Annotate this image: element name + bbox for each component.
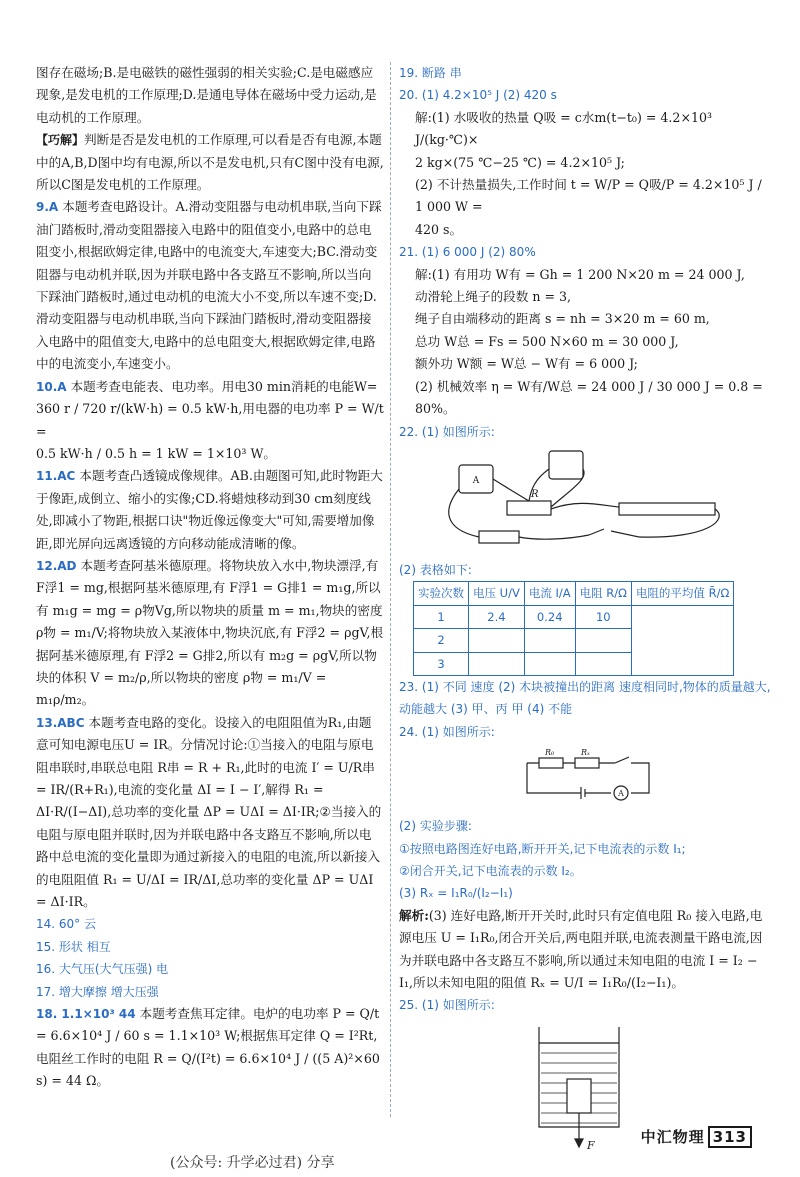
answer-22-part1: 22. (1) 如图所示: [399, 424, 495, 439]
answer-15: 15. 形状 相互 [36, 939, 111, 954]
answer-16: 16. 大气压(大气压强) 电 [36, 962, 169, 977]
answer-21-line: 动滑轮上绳子的段数 n = 3, [415, 289, 572, 305]
answer-10-eq1: 360 r / 720 r/(kW·h) = 0.5 kW·h,用电器的电功率 P = W/t = [36, 401, 384, 439]
answer-11 [36, 465, 384, 555]
table-cell [575, 629, 631, 652]
answer-13-label: 13.ABC [36, 715, 85, 730]
answer-11-label: 11.AC [36, 469, 76, 484]
table-row [414, 605, 734, 628]
answer-14: 14. 60° 云 [36, 917, 96, 932]
tip-label: 【巧解】 [36, 133, 85, 148]
answer-9-text: 本题考查电路设计。A.滑动变阻器与电动机串联,当向下踩油门踏板时,滑动变阻器接入电路中的阻值变小,电路中的总电阻变小,根据欧姆定律,电路中的电流变大,车速变大;BC.滑动变阻器与电动机并联,因为并联电路中各支路互不影响,所以当向下踩油门踏板时,通过电动机的电流大小不变,所以车速不变;D.滑动变阻器与电动机串联,当向下踩油门踏板时,滑动变阻器接入电路中的阻值变大,电路中的总电阻变大,根据欧姆定律,电路中的电流变小,车速变小。 [36, 199, 382, 372]
paragraph: 图存在磁场;B.是电磁铁的磁性强弱的相关实验;C.是电磁感应现象,是发电机的工作原理;D.是通电导体在磁场中受力运动,是电动机的工作原理。 [36, 65, 377, 125]
resistor-shape [507, 501, 551, 515]
answer-10-label: 10.A [36, 379, 67, 394]
battery-symbol [581, 787, 585, 799]
table-cell [469, 652, 525, 675]
answer-10-text: 本题考查电能表、电功率。用电30 min消耗的电能W= [70, 378, 378, 394]
table-header: 实验次数 [414, 582, 469, 605]
table-cell-average [631, 605, 733, 675]
answer-21-line: 绳子自由端移动的距离 s = nh = 3×20 m = 60 m, [415, 311, 710, 327]
answer-18 [36, 1003, 384, 1093]
answer-21-line: 解:(1) 有用功 W有 = Gh = 1 200 N×20 m = 24 000 J, [415, 266, 745, 282]
resistor-rx-shape [575, 758, 599, 768]
r0-label: R₀ [545, 749, 555, 758]
explanation-text: (3) 连好电路,断开开关时,此时只有定值电阻 R₀ 接入电路,电源电压 U = I₁R₀,闭合开关后,两电阻并联,电流表测量干路电流,因为并联电路中各支路互不影响,所以通过未知电阻的电流 I = I₂ − I₁,所以未知电阻的阻值 Rₓ = U/I = I₁R₀/(I₂−I₁)。 [399, 907, 763, 990]
ammeter-label: A [618, 789, 624, 799]
answer-21-line: 额外功 W额 = W总 − W有 = 6 000 J; [415, 356, 638, 372]
answer-21-line: (2) 机械效率 η = W有/W总 = 24 000 J / 30 000 J = 0.8 = 80%。 [415, 378, 763, 417]
answer-20-line: 2 kg×(75 ℃−25 ℃) = 4.2×10⁵ J; [415, 154, 625, 170]
answer-10-eq2: 0.5 kW·h / 0.5 h = 1 kW = 1×10³ W。 [36, 445, 277, 461]
answer-12 [36, 555, 384, 712]
rx-label: Rₓ [581, 749, 590, 758]
answer-24-explanation [399, 905, 771, 995]
answer-24-step: ①按照电路图连好电路,断开开关,记下电流表的示数 I₁; [399, 841, 686, 856]
tip-paragraph [36, 129, 384, 196]
answer-22-part2: (2) 表格如下: [399, 562, 472, 577]
table-header-row [414, 582, 734, 605]
answer-25-part1: 25. (1) 如图所示: [399, 998, 495, 1013]
answer-20-line: 解:(1) 水吸收的热量 Q吸 = c水m(t−t₀) = 4.2×10³ J/(kg·℃)× [415, 109, 713, 148]
table-header: 电阻的平均值 R̄/Ω [631, 582, 733, 605]
answer-17: 17. 增大摩擦 增大压强 [36, 984, 159, 999]
apparatus-figure [399, 449, 771, 553]
answer-9-label: 9.A [36, 200, 59, 215]
table-header: 电阻 R/Ω [575, 582, 631, 605]
resistor-label: R [531, 488, 539, 500]
answer-24-part1: 24. (1) 如图所示: [399, 724, 495, 739]
ammeter-label: A [472, 475, 480, 486]
circuit-svg [519, 749, 659, 809]
footer-brand [641, 1126, 752, 1147]
page-number: 313 [708, 1126, 752, 1148]
answer-12-label: 12.AD [36, 558, 77, 573]
brand-name: 中汇物理 [640, 1128, 705, 1146]
table-cell [524, 629, 575, 652]
buoyancy-svg [529, 1023, 649, 1153]
answer-18-text: 本题考查焦耳定律。电炉的电功率 P = Q/t = 6.6×10⁴ J / 60 s = 1.1×10³ W;根据焦耳定律 Q = I²Rt,电阻丝工作时的电阻 R = Q/(I²t) = 6.6×10⁴ J / ((5 A)²×60 s) = 44 Ω。 [36, 1006, 380, 1089]
answer-20-line: 420 s。 [415, 221, 463, 237]
force-arrow-head [575, 1139, 583, 1147]
answer-18-label: 18. 1.1×10³ 44 [36, 1007, 136, 1022]
footer-note: (公众号: 升学必过君) 分享 [170, 1155, 335, 1171]
answer-20-line: (2) 不计热量损失,工作时间 t = W/P = Q吸/P = 4.2×10⁵ J / 1 000 W = [415, 177, 762, 215]
tip-text: 判断是否是发电机的工作原理,可以看是否有电源,本题中的A,B,D图中均有电源,所以不是发电机,只有C图中没有电源,所以C图是发电机的工作原理。 [36, 132, 384, 193]
answer-13-text: 本题考查电路的变化。设接入的电阻阻值为R₁,由题意可知电源电压U = IR。分情况讨论:①当接入的电阻与原电阻串联时,串联总电阻 R串 = R + R₁,此时的电流 I′ = U/R串 = IR/(R+R₁),电流的变化量 ΔI = I − I′,解得 R₁ = ΔI·R/(I−ΔI),总功率的变化量 ΔP = UΔI = ΔI·IR;②当接入的电阻与原电阻并联时,因为并联电路中各支路互不影响,所以电路中总电流的变化量即为通过新接入的电阻的电流,所以新接入的电阻阻值 R₁ = U/ΔI = IR/ΔI,总功率的变化量 ΔP = UΔI = ΔI·IR。 [36, 714, 382, 910]
apparatus-svg [439, 449, 739, 553]
table-cell: 1 [414, 605, 469, 628]
answer-9 [36, 196, 384, 375]
right-column [399, 62, 771, 1159]
answer-12-text: 本题考查阿基米德原理。将物块放入水中,物块漂浮,有 F浮1 = mg,根据阿基米德原理,有 F浮1 = G排1 = m₁g,所以有 m₁g = mg = ρ物Vg,所以物块的质量 m = m₁,物块的密度 ρ物 = m₁/V;将物块放入某液体中,物块沉底,有 F浮2 = ρgV,根据阿基米德原理,有 F浮2 = G排2,所以有 m₂g = ρgV,所以物块的体积 V = m₂/ρ,所以物块的密度 ρ物 = m₁/V = m₁ρ/m₂。 [36, 557, 384, 708]
answer-21-line: 总功 W总 = Fs = 500 N×60 m = 30 000 J, [415, 333, 679, 349]
left-column [36, 62, 384, 1093]
circuit-diagram [399, 749, 771, 809]
answer-21-summary: 21. (1) 6 000 J (2) 80% [399, 245, 536, 260]
battery-shape [479, 531, 519, 543]
explanation-label: 解析: [399, 907, 429, 923]
rheostat-shape [619, 503, 715, 515]
table-cell [469, 629, 525, 652]
table-header: 电流 I/A [524, 582, 575, 605]
switch-shape [615, 757, 629, 763]
answer-23: 23. (1) 不同 速度 (2) 木块被撞出的距离 速度相同时,物体的质量越大,动能越大 (3) 甲、丙 甲 (4) 不能 [399, 679, 771, 717]
table-cell: 0.24 [524, 605, 575, 628]
answer-24-step: ②闭合开关,记下电流表的示数 I₂。 [399, 863, 582, 878]
table-cell: 3 [414, 652, 469, 675]
force-label: F [587, 1138, 595, 1152]
column-divider [390, 62, 391, 1117]
block-shape [567, 1079, 591, 1113]
answer-19: 19. 断路 串 [399, 66, 462, 80]
table-cell [575, 652, 631, 675]
table-header: 电压 U/V [469, 582, 525, 605]
resistor-r0-shape [539, 758, 563, 768]
table-cell: 2.4 [469, 605, 525, 628]
table-cell [524, 652, 575, 675]
voltmeter-shape [549, 451, 583, 479]
answer-24-steps-title: (2) 实验步骤: [399, 819, 472, 834]
data-table [413, 581, 734, 676]
answer-13 [36, 712, 384, 914]
answer-24-part3: (3) Rₓ = I₁R₀/(I₂−I₁) [399, 886, 513, 901]
table-cell: 2 [414, 629, 469, 652]
answer-20-summary: 20. (1) 4.2×10⁵ J (2) 420 s [399, 88, 557, 103]
answer-11-text: 本题考查凸透镜成像规律。AB.由题图可知,此时物距大于像距,成倒立、缩小的实像;CD.将蜡烛移动到30 cm刻度线处,即减小了物距,根据口诀"物近像远像变大"可知,需要增加像距,即光屏向远离透镜的方向移动能成清晰的像。 [36, 468, 383, 551]
table-cell: 10 [575, 605, 631, 628]
answer-10 [36, 376, 384, 398]
